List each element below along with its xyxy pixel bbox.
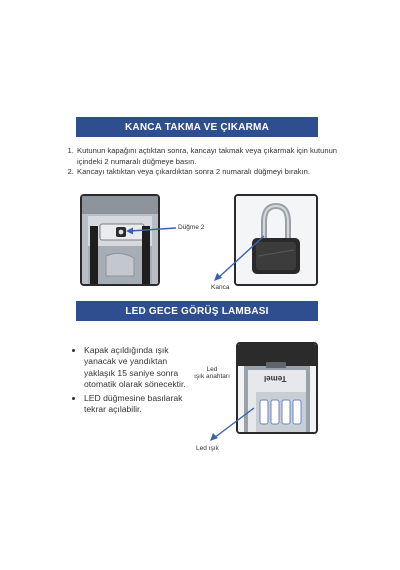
led-info-bullets: [74, 345, 190, 417]
step-2: 2. Kancayı taktıktan veya çıkardıktan sonra 2 numaralı düğmeyi bırakın.: [76, 167, 356, 178]
led-switch-label: [192, 366, 232, 380]
led-switch-label-line2: ışık anahtarı: [194, 373, 230, 380]
section-1-banner: [76, 117, 318, 137]
hook-pointer-arrow: [210, 232, 270, 284]
section-1-title: KANCA TAKMA VE ÇIKARMA: [124, 121, 270, 133]
instruction-steps: [66, 146, 356, 178]
section-2-banner: [76, 301, 318, 321]
step-1: 1. Kutunun kapağını açtıktan sonra, kancayı takmak veya çıkarmak için kutunun içindeki 2 numaralı düğmeye basın.: [76, 146, 356, 167]
section-2-title: LED GECE GÖRÜŞ LAMBASI: [125, 305, 269, 317]
led-light-label: Led ışık: [196, 445, 219, 452]
brand-logo: Temel: [264, 374, 287, 383]
box-interior-photo: [80, 194, 160, 286]
bullet-2: • LED düğmesine basılarak tekrar açılabilir.: [84, 393, 190, 416]
led-light-pointer-arrow: [206, 404, 258, 444]
hook-label: Kanca: [211, 284, 230, 291]
led-switch-label-line1: Led: [206, 366, 218, 373]
button-pointer-arrow: [124, 222, 180, 238]
button-2-label: Düğme 2: [178, 224, 205, 231]
bullet-1: • Kapak açıldığında ışık yanacak ve yandıktan yaklaşık 15 saniye sonra otomatik olarak sönecektir.: [84, 345, 190, 391]
